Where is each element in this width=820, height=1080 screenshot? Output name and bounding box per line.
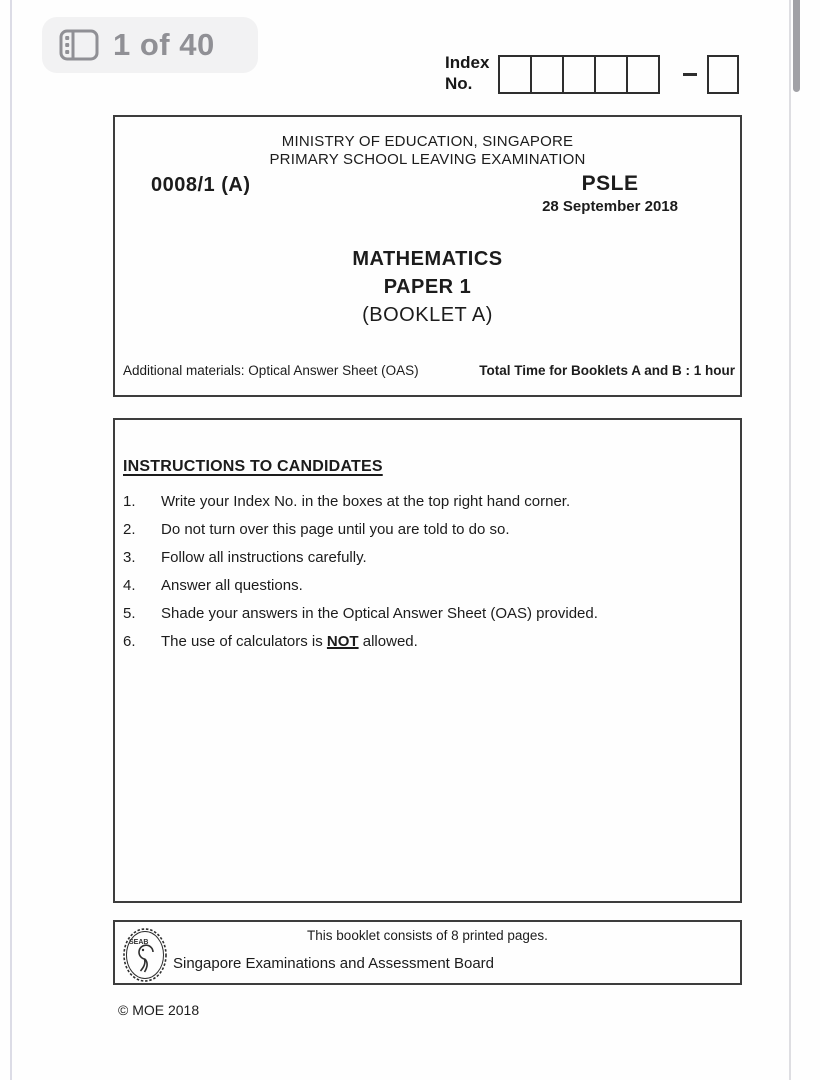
instruction-item: 3. Follow all instructions carefully. xyxy=(123,549,367,567)
page-left-edge xyxy=(10,0,12,1080)
additional-materials: Additional materials: Optical Answer Sheet (OAS) xyxy=(123,363,419,378)
page-indicator-label: 1 of 40 xyxy=(113,27,215,62)
index-dash xyxy=(683,73,697,76)
total-time: Total Time for Booklets A and B : 1 hour xyxy=(479,363,735,378)
index-cell xyxy=(498,55,532,94)
exam-abbr: PSLE xyxy=(581,172,639,195)
page-right-edge xyxy=(789,0,791,1080)
index-check-cell xyxy=(707,55,739,94)
board-name: Singapore Examinations and Assessment Board xyxy=(173,955,495,972)
ministry-line: MINISTRY OF EDUCATION, SINGAPORE xyxy=(281,133,574,150)
instructions-box xyxy=(113,418,742,903)
index-no-cells xyxy=(498,55,660,94)
page-indicator[interactable] xyxy=(42,17,258,73)
svg-text:SEAB: SEAB xyxy=(129,939,149,946)
index-cell xyxy=(626,55,660,94)
index-cell xyxy=(530,55,564,94)
exam-header-box xyxy=(113,115,742,397)
footer-box xyxy=(113,920,742,985)
paper-title: PAPER 1 xyxy=(383,276,472,298)
copyright: © MOE 2018 xyxy=(118,1002,200,1018)
index-no-label: Index No. xyxy=(445,53,490,93)
header-bottom-row xyxy=(123,363,735,378)
not-emphasis: NOT xyxy=(326,633,359,651)
examination-line: PRIMARY SCHOOL LEAVING EXAMINATION xyxy=(269,151,586,168)
thumbnails-sidebar-icon xyxy=(59,29,99,61)
instruction-item: 1. Write your Index No. in the boxes at the top right hand corner. xyxy=(123,493,571,510)
exam-abbr-block xyxy=(542,172,678,215)
instruction-item: 6. The use of calculators is NOT allowed. xyxy=(123,633,418,651)
instructions-list xyxy=(123,492,730,661)
index-cell xyxy=(562,55,596,94)
instructions-title: INSTRUCTIONS TO CANDIDATES xyxy=(123,458,383,475)
index-cell xyxy=(594,55,628,94)
seab-logo-icon xyxy=(122,927,170,988)
instruction-item: 2. Do not turn over this page until you are told to do so. xyxy=(123,521,510,539)
exam-date: 28 September 2018 xyxy=(542,198,678,215)
instruction-item: 5. Shade your answers in the Optical Answer Sheet (OAS) provided. xyxy=(123,605,598,623)
paper-code: 0008/1 (A) xyxy=(151,174,251,196)
booklet-title: (BOOKLET A) xyxy=(362,304,493,326)
instruction-item: 4. Answer all questions. xyxy=(123,577,303,595)
subject-title: MATHEMATICS xyxy=(352,248,503,270)
scrollbar-thumb[interactable] xyxy=(793,0,800,92)
pages-note: This booklet consists of 8 printed pages. xyxy=(307,928,548,943)
